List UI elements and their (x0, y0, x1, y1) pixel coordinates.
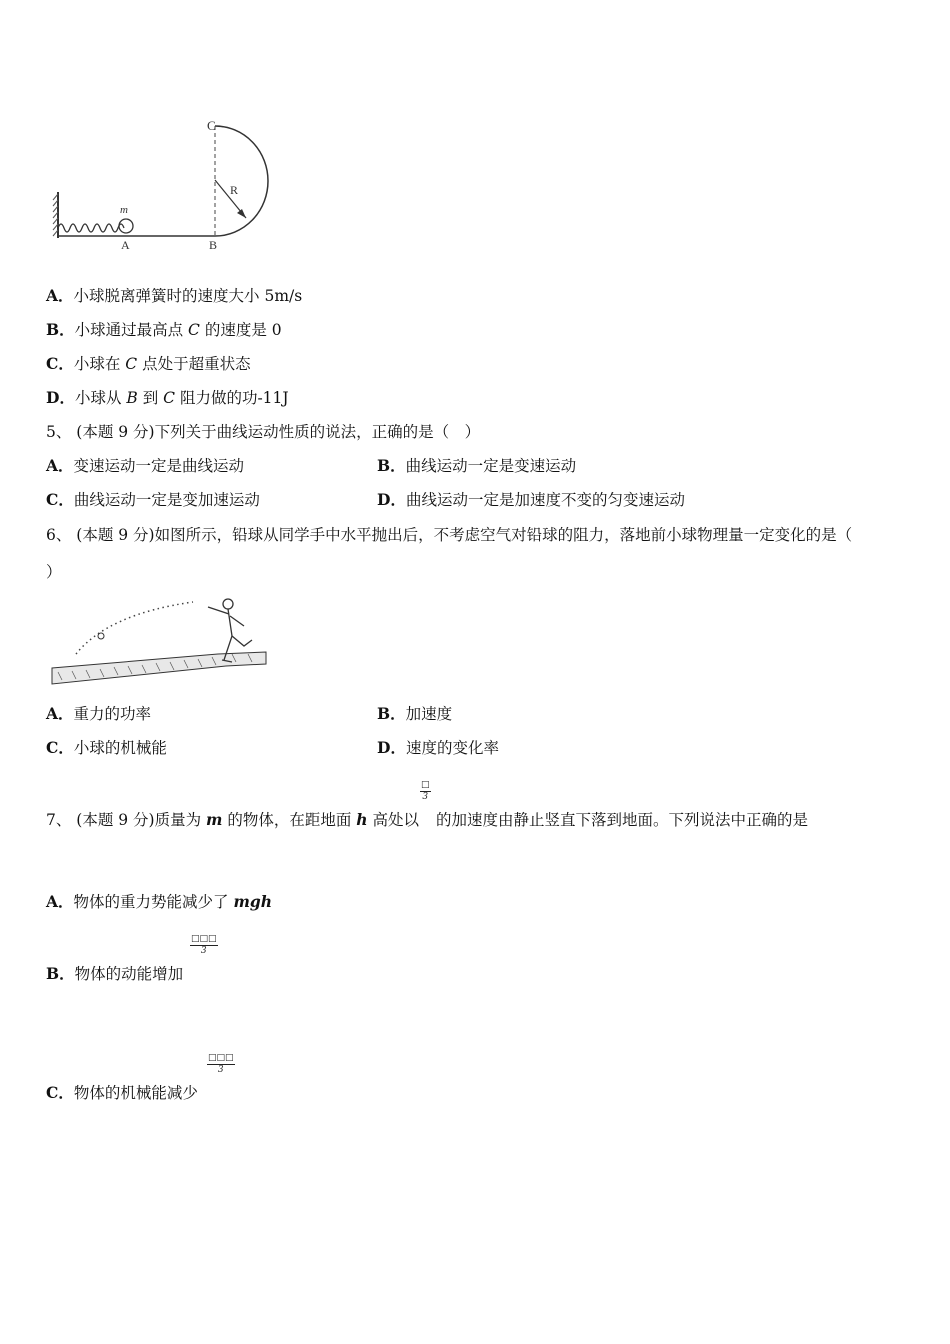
q7-stem-left: 7、 (本题 9 分)质量为 m 的物体，在距地面 h 高处以 (46, 810, 420, 829)
q7-fraction: □ 3 (421, 780, 430, 802)
shot-ball (98, 633, 104, 639)
q5-option-b: B．曲线运动一定是变速运动 (377, 456, 577, 475)
figure-shot-put (48, 592, 272, 688)
label-A: A (121, 238, 130, 252)
label-R: R (230, 183, 239, 197)
q5-stem: 5、 (本题 9 分)下列关于曲线运动性质的说法，正确的是（ ） (46, 423, 481, 441)
label-m: m (120, 204, 128, 216)
q4-option-c: C．小球在 C 点处于超重状态 (46, 354, 251, 373)
q4-option-a: A．小球脱离弹簧时的速度大小 5m/s (46, 286, 303, 305)
q7-option-c: C．物体的机械能减少 (46, 1083, 198, 1102)
q4-option-b: B．小球通过最高点 C 的速度是 0 (46, 320, 282, 339)
q6-option-d: D．速度的变化率 (377, 738, 499, 757)
q7-option-c-fraction: □□□ 3 (208, 1053, 234, 1075)
q6-option-b: B．加速度 (377, 704, 453, 723)
ground (52, 652, 266, 684)
q6-stem: 6、 (本题 9 分)如图所示，铅球从同学手中水平抛出后，不考虑空气对铅球的阻力，落地前小球物理量一定变化的是（ (46, 526, 853, 544)
q5-option-c: C．曲线运动一定是变加速运动 (46, 490, 260, 509)
q6-option-a: A．重力的功率 (46, 704, 152, 723)
label-C: C (207, 118, 216, 133)
label-B: B (209, 238, 218, 252)
q6-stem-end: ） (46, 563, 62, 581)
q5-option-a: A．变速运动一定是曲线运动 (46, 456, 245, 475)
ball (119, 219, 133, 233)
figure-spring-semicircle (50, 112, 280, 257)
semicircle-track (215, 126, 268, 236)
q6-option-c: C．小球的机械能 (46, 738, 167, 757)
q7-option-b: B．物体的动能增加 (46, 964, 184, 983)
q4-option-d: D．小球从 B 到 C 阻力做的功-11J (46, 388, 289, 407)
q5-option-d: D．曲线运动一定是加速度不变的匀变速运动 (377, 490, 685, 509)
trajectory (76, 602, 193, 654)
spring (58, 224, 124, 232)
radius-arrowhead (237, 209, 246, 218)
q7-option-b-fraction: □□□ 3 (191, 934, 217, 956)
q7-stem-right: 的加速度由静止竖直下落到地面。下列说法中正确的是 (436, 811, 809, 829)
q7-option-a: A．物体的重力势能减少了 mgh (46, 892, 272, 911)
